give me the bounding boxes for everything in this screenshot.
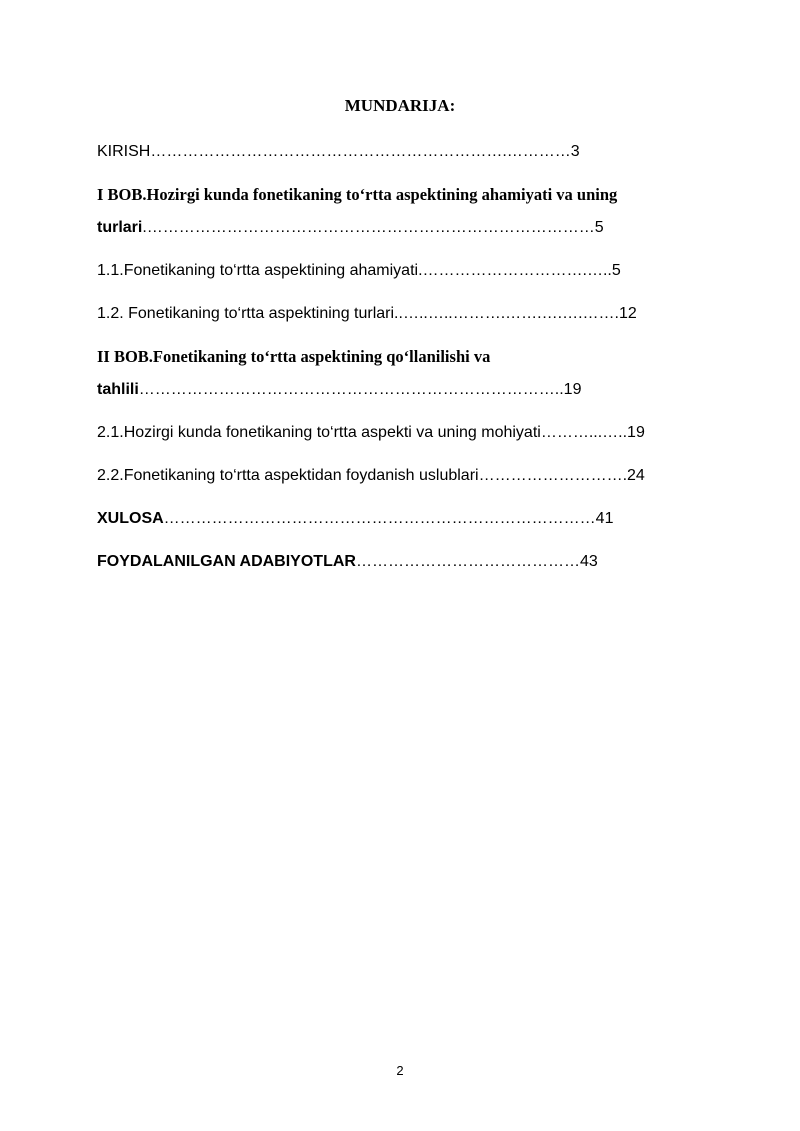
toc-entry-bob2-title-end: tahlili (97, 381, 139, 398)
toc-leader-dots: ………………………………………………………………………41 (163, 510, 614, 527)
toc-entry-2-2: 2.2.Fonetikaning to‘rtta aspektidan foydanish uslublari……………………….24 (97, 467, 645, 484)
page-number: 2 (396, 1063, 404, 1078)
toc-entry-bob1-title: I BOB.Hozirgi kunda fonetikaning to‘rtta aspektining ahamiyati va uning (97, 185, 618, 204)
toc-leader-dots: ……………………………………………………………………..19 (138, 381, 582, 398)
toc-heading: MUNDARIJA: (344, 96, 456, 115)
toc-entry-bob1-continued (97, 218, 604, 238)
toc-entry-bob2-continued (97, 380, 581, 400)
toc-leader-dots: .…………………………………………………………………………5 (142, 219, 604, 236)
toc-entry-xulosa (97, 509, 613, 529)
toc-entry-1-2: 1.2. Fonetikaning to‘rtta aspektining turlari..…..…..……….…….….….…….12 (97, 305, 637, 322)
toc-entry-1-1: 1.1.Fonetikaning to‘rtta aspektining ahamiyati.………………………….…..5 (97, 262, 621, 279)
toc-entry-adabiyotlar (97, 552, 598, 572)
toc-leader-dots: ……………………………………43 (355, 553, 598, 570)
toc-entry-bob1-title-end: turlari (97, 219, 143, 236)
toc-entry-bob2-title: II BOB.Fonetikaning to‘rtta aspektining qo‘llanilishi va (97, 347, 491, 366)
toc-entry-adabiyotlar-title: FOYDALANILGAN ADABIYOTLAR (97, 553, 356, 570)
toc-entry-xulosa-title: XULOSA (97, 510, 164, 527)
toc-entry-2-1: 2.1.Hozirgi kunda fonetikaning to‘rtta aspekti va uning mohiyati………...…..19 (97, 424, 645, 441)
toc-entry-kirish: KIRISH………………………………………………………….…………3 (97, 143, 580, 160)
